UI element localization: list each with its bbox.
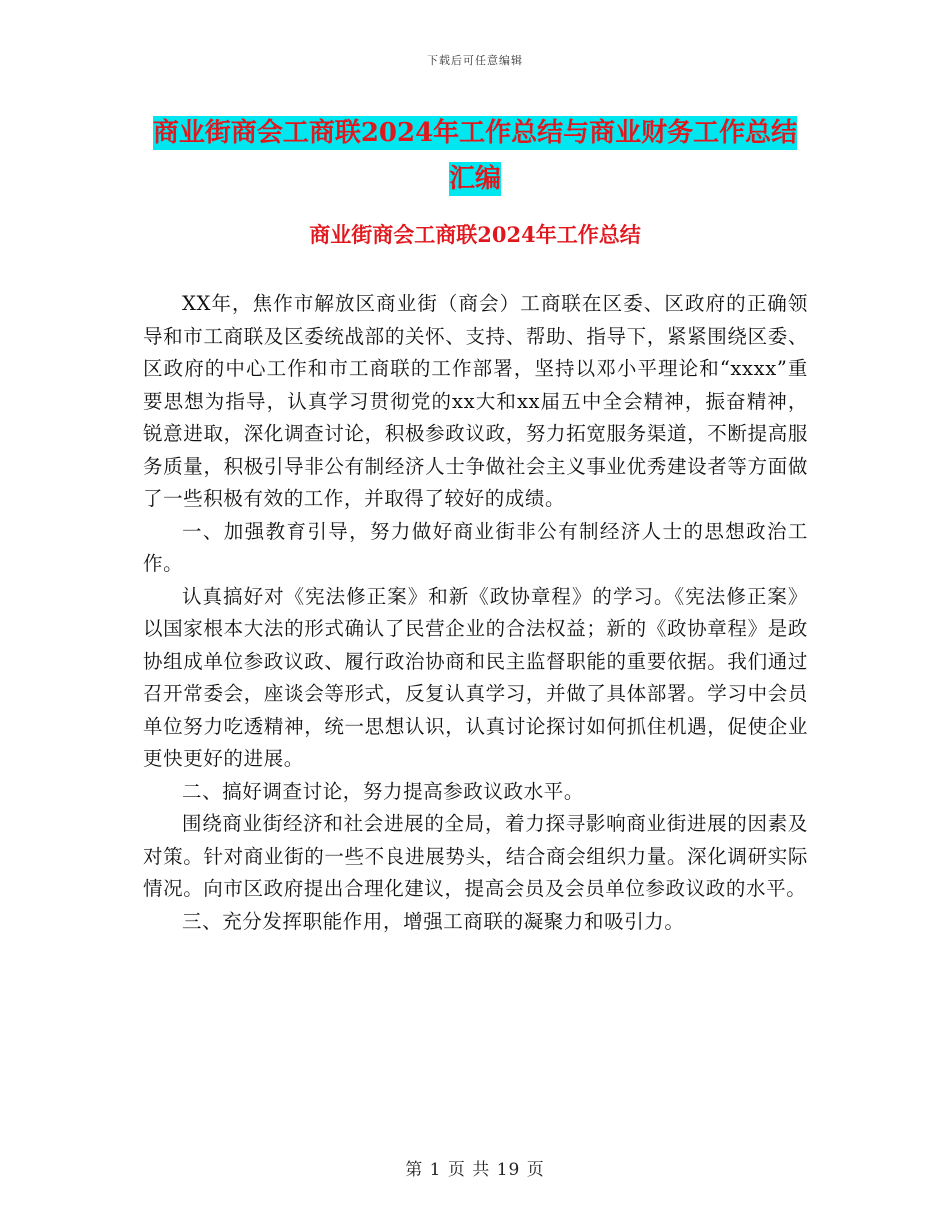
page-number: 第 1 页 共 19 页 <box>405 1160 545 1180</box>
document-title-highlight: 商业街商会工商联2024年工作总结与商业财务工作总结汇编 <box>152 118 798 194</box>
paragraph: 一、加强教育引导，努力做好商业街非公有制经济人士的思想政治工作。 <box>143 519 808 575</box>
page-header-note: 下载后可任意编辑 <box>427 54 523 67</box>
document-title <box>140 110 810 202</box>
paragraph: 三、充分发挥职能作用，增强工商联的凝聚力和吸引力。 <box>182 909 685 933</box>
paragraph: 围绕商业街经济和社会进展的全局，着力探寻影响商业街进展的因素及对策。针对商业街的一些不良进展势头，结合商会组织力量。深化调研实际情况。向市区政府提出合理化建议，提高会员及会员单位参政议政的水平。 <box>143 812 808 900</box>
paragraph: 二、搞好调查讨论，努力提高参政议政水平。 <box>182 779 585 803</box>
section-title: 商业街商会工商联2024年工作总结 <box>309 222 641 247</box>
document-body <box>143 288 808 938</box>
paragraph: 认真搞好对《宪法修正案》和新《政协章程》的学习。《宪法修正案》以国家根本大法的形式确认了民营企业的合法权益；新的《政协章程》是政协组成单位参政议政、履行政治协商和民主监督职能的重要依据。我们通过召开常委会，座谈会等形式，反复认真学习，并做了具体部署。学习中会员单位努力吃透精神，统一思想认识，认真讨论探讨如何抓住机遇，促使企业更快更好的进展。 <box>143 584 808 770</box>
paragraph: XX年，焦作市解放区商业街（商会）工商联在区委、区政府的正确领导和市工商联及区委统战部的关怀、支持、帮助、指导下，紧紧围绕区委、区政府的中心工作和市工商联的工作部署，坚持以邓小平理论和“xxxx”重要思想为指导，认真学习贯彻党的xx大和xx届五中全会精神，振奋精神，锐意进取，深化调查讨论，积极参政议政，努力拓宽服务渠道，不断提高服务质量，积极引导非公有制经济人士争做社会主义事业优秀建设者等方面做了一些积极有效的工作，并取得了较好的成绩。 <box>143 292 808 510</box>
